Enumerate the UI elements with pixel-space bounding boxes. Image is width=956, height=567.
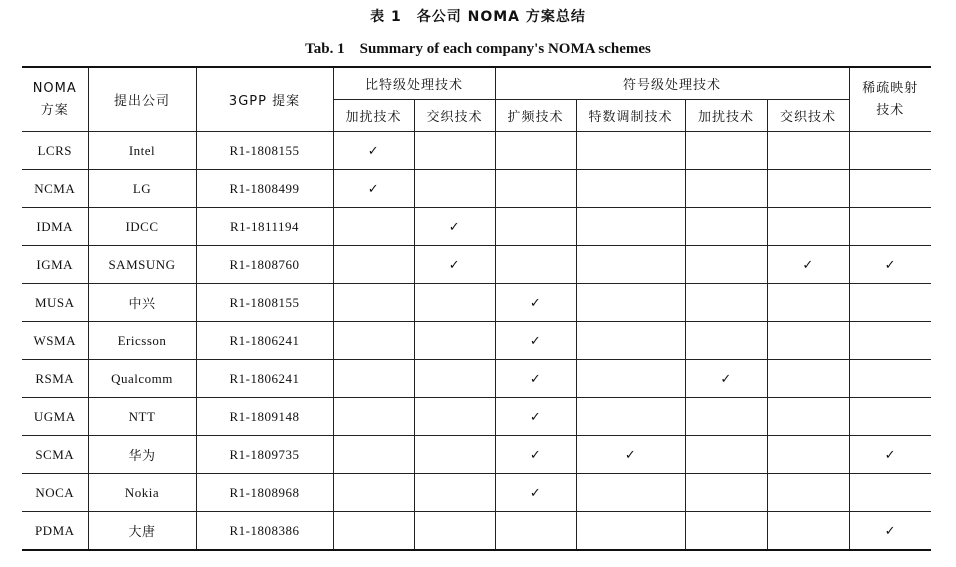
cell-sparse-mapping [849, 474, 931, 512]
cell-sparse-mapping: ✓ [849, 512, 931, 551]
cell-bit-interleaving [414, 436, 495, 474]
cell-sym-scrambling [685, 246, 767, 284]
cell-bit-interleaving [414, 398, 495, 436]
cell-sym-scrambling [685, 170, 767, 208]
cell-sym-interleaving: ✓ [767, 246, 849, 284]
cell-sparse-mapping [849, 284, 931, 322]
cell-sparse-mapping [849, 132, 931, 170]
cell-sym-interleaving [767, 474, 849, 512]
table-row [22, 170, 931, 208]
cell-proposal: R1-1808968 [196, 474, 333, 512]
cell-bit-scrambling [333, 208, 414, 246]
cell-sym-interleaving [767, 360, 849, 398]
header-scheme [22, 67, 88, 132]
table-row [22, 132, 931, 170]
cell-sparse-mapping [849, 170, 931, 208]
cell-bit-interleaving: ✓ [414, 208, 495, 246]
cell-scheme: IGMA [22, 246, 88, 284]
table-row [22, 436, 931, 474]
cell-sym-spreading: ✓ [495, 284, 576, 322]
cell-sparse-mapping [849, 360, 931, 398]
cell-scheme: WSMA [22, 322, 88, 360]
header-bit-scrambling: 加扰技术 [333, 100, 414, 132]
cell-sparse-mapping [849, 398, 931, 436]
cell-bit-interleaving [414, 322, 495, 360]
cell-bit-scrambling [333, 436, 414, 474]
cell-sym-interleaving [767, 512, 849, 551]
cell-bit-interleaving [414, 474, 495, 512]
cell-sym-interleaving [767, 284, 849, 322]
cell-sym-scrambling [685, 208, 767, 246]
cell-company: Intel [88, 132, 196, 170]
header-sparse-line2: 技术 [876, 102, 905, 118]
cell-bit-scrambling [333, 284, 414, 322]
noma-schemes-table [22, 66, 931, 551]
cell-sym-spreading: ✓ [495, 322, 576, 360]
header-proposal: 3GPP 提案 [196, 67, 333, 132]
table-caption-english: Tab. 1 Summary of each company's NOMA schemes [305, 41, 651, 57]
header-sym-scrambling: 加扰技术 [685, 100, 767, 132]
cell-proposal: R1-1809735 [196, 436, 333, 474]
cell-bit-interleaving [414, 360, 495, 398]
cell-proposal: R1-1808155 [196, 132, 333, 170]
cell-sym-spreading: ✓ [495, 360, 576, 398]
cell-bit-interleaving [414, 170, 495, 208]
cell-proposal: R1-1808155 [196, 284, 333, 322]
cell-sparse-mapping [849, 208, 931, 246]
cell-scheme: UGMA [22, 398, 88, 436]
header-scheme-line1: NOMA [32, 80, 77, 96]
cell-proposal: R1-1809148 [196, 398, 333, 436]
cell-sym-scrambling [685, 398, 767, 436]
cell-scheme: LCRS [22, 132, 88, 170]
cell-company: IDCC [88, 208, 196, 246]
cell-sym-interleaving [767, 436, 849, 474]
cell-sym-special-modulation [576, 208, 685, 246]
table-row [22, 208, 931, 246]
cell-sym-special-modulation [576, 360, 685, 398]
cell-proposal: R1-1811194 [196, 208, 333, 246]
cell-sym-special-modulation [576, 322, 685, 360]
cell-proposal: R1-1808760 [196, 246, 333, 284]
table-caption-chinese: 表 1 各公司 NOMA 方案总结 [370, 9, 586, 25]
cell-sparse-mapping: ✓ [849, 436, 931, 474]
cell-bit-scrambling [333, 398, 414, 436]
cell-bit-interleaving [414, 512, 495, 551]
cell-scheme: RSMA [22, 360, 88, 398]
header-sym-special-modulation: 特数调制技术 [576, 100, 685, 132]
cell-sym-spreading [495, 170, 576, 208]
table-row [22, 398, 931, 436]
cell-sym-spreading [495, 132, 576, 170]
cell-proposal: R1-1806241 [196, 322, 333, 360]
cell-sparse-mapping [849, 322, 931, 360]
cell-sym-interleaving [767, 170, 849, 208]
cell-scheme: SCMA [22, 436, 88, 474]
cell-proposal: R1-1808386 [196, 512, 333, 551]
cell-sym-spreading: ✓ [495, 436, 576, 474]
cell-sym-scrambling [685, 474, 767, 512]
cell-company: 中兴 [88, 284, 196, 322]
cell-company: Qualcomm [88, 360, 196, 398]
cell-sym-special-modulation [576, 170, 685, 208]
cell-company: LG [88, 170, 196, 208]
cell-company: 华为 [88, 436, 196, 474]
header-sparse-mapping [849, 67, 931, 132]
table-row [22, 512, 931, 551]
cell-sym-special-modulation [576, 474, 685, 512]
cell-company: Ericsson [88, 322, 196, 360]
table-row [22, 474, 931, 512]
cell-sym-interleaving [767, 398, 849, 436]
cell-sym-special-modulation [576, 284, 685, 322]
header-row-1 [22, 67, 931, 100]
cell-bit-scrambling: ✓ [333, 132, 414, 170]
table-row [22, 360, 931, 398]
cell-bit-scrambling: ✓ [333, 170, 414, 208]
cell-scheme: PDMA [22, 512, 88, 551]
cell-company: Nokia [88, 474, 196, 512]
cell-sym-spreading [495, 208, 576, 246]
cell-sym-scrambling [685, 284, 767, 322]
cell-sym-scrambling [685, 132, 767, 170]
cell-scheme: MUSA [22, 284, 88, 322]
cell-sym-special-modulation [576, 398, 685, 436]
cell-sym-spreading: ✓ [495, 398, 576, 436]
cell-sym-special-modulation [576, 132, 685, 170]
cell-sym-special-modulation [576, 512, 685, 551]
header-company: 提出公司 [88, 67, 196, 132]
cell-sym-interleaving [767, 322, 849, 360]
cell-sym-scrambling [685, 436, 767, 474]
cell-sym-scrambling [685, 512, 767, 551]
cell-bit-scrambling [333, 322, 414, 360]
cell-sym-special-modulation: ✓ [576, 436, 685, 474]
cell-sym-interleaving [767, 208, 849, 246]
cell-scheme: IDMA [22, 208, 88, 246]
cell-sym-spreading [495, 512, 576, 551]
cell-company: SAMSUNG [88, 246, 196, 284]
cell-bit-scrambling [333, 512, 414, 551]
cell-proposal: R1-1808499 [196, 170, 333, 208]
header-sym-interleaving: 交织技术 [767, 100, 849, 132]
cell-sym-spreading: ✓ [495, 474, 576, 512]
header-scheme-line2: 方案 [40, 102, 69, 118]
header-sym-spreading: 扩频技术 [495, 100, 576, 132]
cell-bit-interleaving: ✓ [414, 246, 495, 284]
cell-sym-spreading [495, 246, 576, 284]
header-symbol-level: 符号级处理技术 [495, 67, 849, 100]
cell-company: 大唐 [88, 512, 196, 551]
cell-sparse-mapping: ✓ [849, 246, 931, 284]
cell-scheme: NOCA [22, 474, 88, 512]
cell-bit-scrambling [333, 246, 414, 284]
cell-sym-interleaving [767, 132, 849, 170]
table-row [22, 246, 931, 284]
header-bit-level: 比特级处理技术 [333, 67, 495, 100]
table-row [22, 322, 931, 360]
cell-sym-scrambling: ✓ [685, 360, 767, 398]
cell-proposal: R1-1806241 [196, 360, 333, 398]
header-sparse-line1: 稀疏映射 [862, 80, 919, 96]
header-bit-interleaving: 交织技术 [414, 100, 495, 132]
cell-scheme: NCMA [22, 170, 88, 208]
cell-bit-interleaving [414, 132, 495, 170]
cell-bit-scrambling [333, 474, 414, 512]
cell-bit-scrambling [333, 360, 414, 398]
cell-sym-special-modulation [576, 246, 685, 284]
cell-sym-scrambling [685, 322, 767, 360]
cell-bit-interleaving [414, 284, 495, 322]
table-row [22, 284, 931, 322]
cell-company: NTT [88, 398, 196, 436]
